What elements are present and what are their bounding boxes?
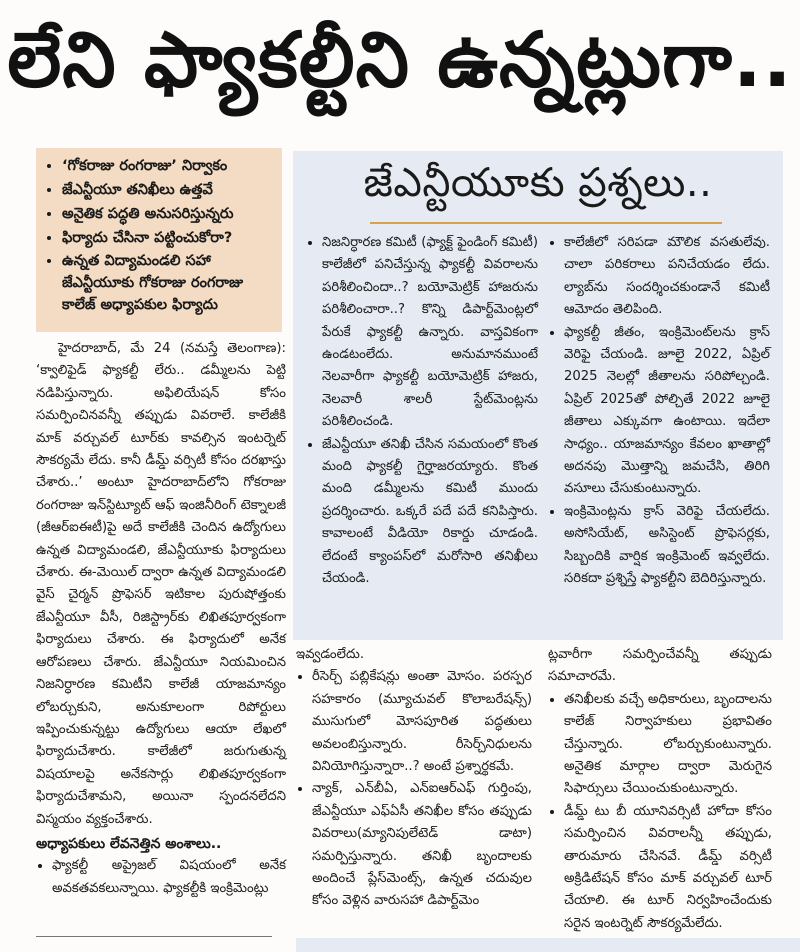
article-body-left <box>36 338 286 900</box>
list-item: • న్యాక్, ఎన్‌బీఏ, ఎన్ఐఆర్ఎఫ్ గుర్తింపు, జేఎన్టీయూ ఎఫ్ఏసీ తనిఖీల కోసం తప్పుడు వివరాలు(మ్యానిపులేటెడ్ డాటా) సమర్పిస్తున్నారు. తనిఖీ బృందాలకు అందించే ప్లేస్‌మెంట్స్, ఉన్నత చదువుల కోసం వెళ్లిన వారుసహా డిపార్ట్‌మెం <box>312 778 532 912</box>
article-body-right <box>548 644 772 935</box>
continued-text: ట్లవారీగా సమర్పించేవన్నీ తప్పుడు సమాచారమే. <box>548 647 772 685</box>
article-body-middle <box>296 644 532 913</box>
list-item: • కాలేజీలో సరిపడా మౌలిక వసతులేవు. చాలా పరికరాలు పనిచేయడం లేదు. ల్యాబ్‌ను సందర్శించకుండానే కమిటీ ఆమోదం తెలిపింది. <box>564 232 770 322</box>
continued-text: ఇవ్వడంలేదు. <box>296 647 365 662</box>
list-item: • రీసెర్చ్ పబ్లికేషన్లు అంతా మోసం. పరస్పర సహకారం (మ్యూచువల్ కొలాబరేషన్స్) ముసుగులో మోసపూరిత పద్ధతులు అవలంబిస్తున్నారు. రీసెర్చ్‌నిధులను వినియోగిస్తున్నారా..? అంటే ప్రశ్నార్థకమే. <box>312 666 532 778</box>
list-item: • ఫ్యాకల్టీ జీతం, ఇంక్రిమెంట్‌లను క్రాస్ వెరిఫై చేయండి. జూలై 2022, ఏప్రిల్ 2025 నెలల్లో జీతాలను సరిపోల్చండి. ఏప్రిల్ 2025తో పోల్చితే 2022 జూలై జీతాలు ఎక్కువగా ఉంటాయి. ఇదేలా సాధ్యం.. యాజమాన్యం కేవలం ఖాతాల్లో అదనపు మొత్తాన్ని జమచేసి, తిరిగి వసూలు చేసుకుంటున్నారు. <box>564 322 770 501</box>
list-item: • జేఎన్టీయూ తనిఖీ చేసిన సమయంలో కొంత మంది ఫ్యాకల్టీ గైర్హాజరయ్యారు. కొంత మంది డమ్మీలను కమిటీ ముందు ప్రదర్శించారు. ఒక్కరే పదే పదే కనిపిస్తారు. కావాలంటే వీడియో రికార్డు చూడండి. లేదంటే క్యాంపస్‌లో మరోసారి తనిఖీలు చేయండి. <box>322 434 538 591</box>
highlight-item: • ‘గోకరాజు రంగరాజు’ నిర్వాకం <box>62 154 274 178</box>
sidebar-column-right <box>548 232 770 591</box>
highlight-item: • జేఎన్టీయూ తనిఖీలు ఉత్తవే <box>62 178 274 202</box>
sidebar-column-left <box>306 232 538 591</box>
list-item: • తనిఖీలకు వచ్చే అధికారులు, బృందాలను కాలేజ్ నిర్వాహకులు ప్రభావితం చేస్తున్నారు. లోబర్చుకుంటున్నారు. అనైతిక మార్గాల ద్వారా మెరుగైన సిఫార్సులు చేయించుకుంటున్నారు. <box>564 689 772 801</box>
highlights-box <box>36 148 282 332</box>
divider <box>36 936 272 937</box>
list-item: • ఇంక్రిమెంట్లను క్రాస్ వెరిఫై చేయలేదు. అసోసియేట్, అసిస్టెంట్ ప్రొఫెసర్లకు, సిబ్బందికి వార్షిక ఇంక్రిమెంట్ ఇవ్వలేదు. సరికదా ప్రశ్నిస్తే ఫ్యాకల్టీని బెదిరిస్తున్నారు. <box>564 501 770 591</box>
highlight-item: • ఫిర్యాదు చేసినా పట్టించుకోరా? <box>62 226 274 250</box>
title-divider <box>370 222 722 224</box>
sidebar-title: జేఎన్టీయూకు ప్రశ్నలు.. <box>363 160 713 206</box>
next-panel-edge <box>296 938 800 952</box>
list-item: • డీమ్డ్ టు బీ యూనివర్సిటీ హోదా కోసం సమర్పించిన వివరాలన్నీ తప్పుడు, తారుమారు చేసినవే. డీమ్డ్ వర్సిటీ అక్రిడిటేషన్ కోసం మాక్ వర్చువల్ టూర్ చేయాలి. ఈ టూర్ నిర్వహించేందుకు సరైన ఇంటర్నెట్ సౌకర్యమేలేదు. <box>564 801 772 935</box>
highlight-item: • అనైతిక పద్ధతి అనుసరిస్తున్నరు <box>62 202 274 226</box>
list-item: • నిజనిర్ధారణ కమిటీ (ఫ్యాక్ట్ ఫైండింగ్ కమిటీ) కాలేజీలో పనిచేస్తున్న ఫ్యాకల్టీ వివరాలను పరిశీలించిందా..? బయోమెట్రిక్ హాజరును పరిశీలించారా..? కొన్ని డిపార్ట్‌మెంట్లలో పేరుకే ఫ్యాకల్టీ ఉన్నారు. వాస్తవికంగా ఉండటంలేదు. అనుమానముంటే నెలవారీగా ఫ్యాకల్టీ బయోమెట్రిక్ హాజరు, నెలవారీ శాలరీ స్టేట్‌మెంట్లను పరిశీలించండి. <box>322 232 538 434</box>
list-item: • ఫ్యాకల్టీ అప్రైజల్ విషయంలో అనేక అవకతవకలున్నాయి. ఫ్యాకల్టీకి ఇంక్రిమెంట్లు <box>52 855 286 900</box>
highlight-item: • ఉన్నత విద్యామండలి సహా జేఎన్టీయూకు గోకరాజు రంగరాజు కాలేజ్ అధ్యాపకుల ఫిర్యాదు <box>62 250 274 316</box>
article-subhead: అధ్యాపకులు లేవనెత్తిన అంశాలు.. <box>36 835 222 852</box>
article-intro: హైదరాబాద్, మే 24 (నమస్తే తెలంగాణ): ‘క్వాలిఫైడ్ ఫ్యాకల్టీ లేరు.. డమ్మీలను పెట్టి నడిపిస్తున్నారు. అఫిలియేషన్ కోసం సమర్పించినవన్నీ తప్పుడు వివరాలే. కాలేజీకి మాక్ వర్చువల్ టూర్‌కు కావల్సిన ఇంటర్నెట్ సౌకర్యమే లేదు. కానీ డీమ్డ్ వర్సిటీ కోసం దరఖాస్తు చేశారు..’ అంటూ హైదరాబాద్‌లోని గోకరాజు రంగరాజు ఇన్‌స్టిట్యూట్ ఆఫ్ ఇంజినీరింగ్ టెక్నాలజీ (జీఆర్ఐఈటీ)పై అదే కాలేజీకి చెందిన ఉద్యోగులు ఉన్నత విద్యామండలి, జేఎన్టీయూకు ఫిర్యాదులు చేశారు. ఈ-మెయిల్ ద్వారా ఉన్నత విద్యామండలి వైస్ చైర్మన్ ప్రొఫెసర్ ఇటికాల పురుషోత్తంకు జేఎన్టీయూ వీసీ, రిజిస్ట్రార్‌కు లిఖితపూర్వకంగా ఫిర్యాదులు చేశారు. ఈ ఫిర్యాదులో అనేక ఆరోపణలు చేశారు. జేఎన్టీయూ నియమించిన నిజనిర్ధారణ కమిటీని కాలేజీ యాజమాన్యం లోబర్చుకుని, అనుకూలంగా రిపోర్టులు ఇప్పించుకున్నట్టు ఉద్యోగులు ఆయా లేఖలో ఫిర్యాదుచేశారు. కాలేజీలో జరుగుతున్న విషయాలపై అనేకసార్లు లిఖితపూర్వకంగా ఫిర్యాదుచేశామని, అయినా స్పందనలేదని విస్మయం వ్యక్తంచేశారు. <box>36 341 286 827</box>
headline: లేని ఫ్యాకల్టీని ఉన్నట్లుగా.. <box>7 15 793 104</box>
